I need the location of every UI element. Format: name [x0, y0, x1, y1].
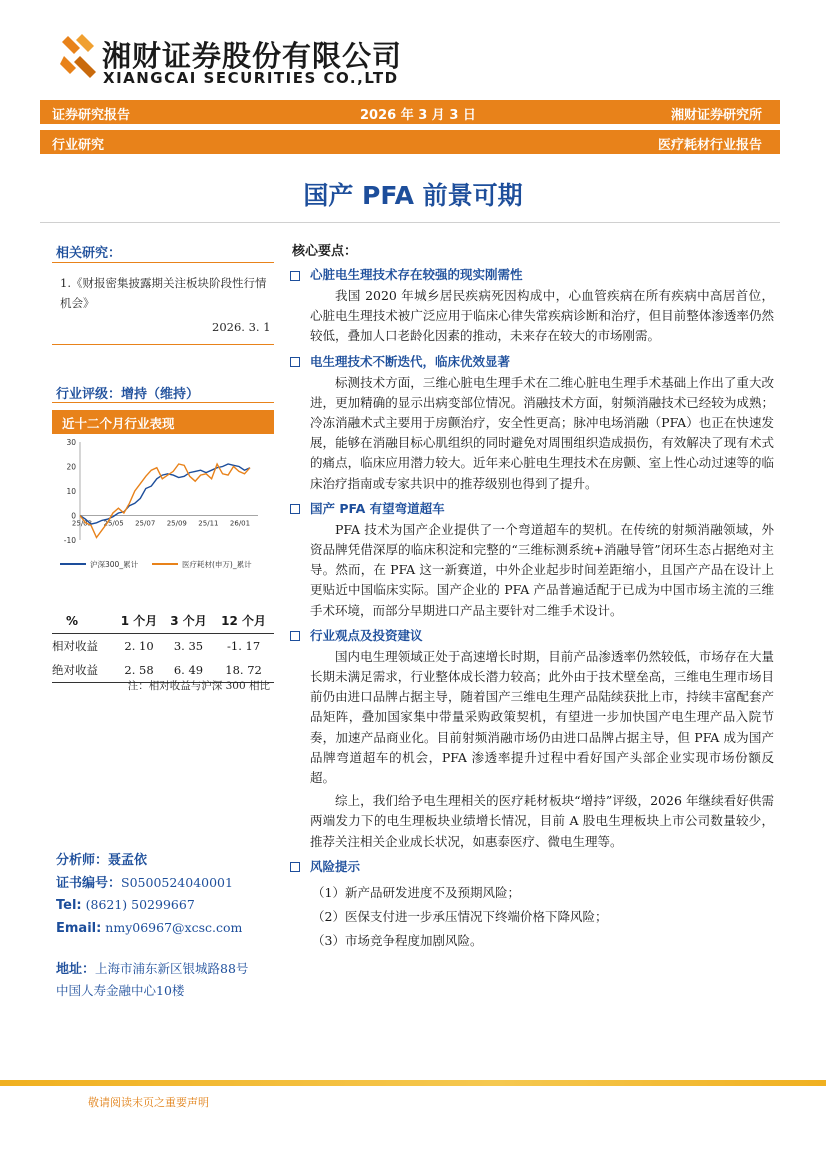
- bullet-square-icon: [290, 271, 300, 281]
- section-heading: 电生理技术不断迭代，临床优效显著: [290, 352, 774, 370]
- report-type: 证券研究报告: [52, 108, 131, 123]
- section-paragraph: 我国 2020 年城乡居民疾病死因构成中，心血管疾病在所有疾病中高居首位，心脏电生理技术被广泛应用于临床心律失常疾病诊断和治疗，但目前整体渗透率仍然较低，叠加人口老龄化因素的推动，未来存在较大的市场刚需。: [310, 288, 774, 344]
- header-bar-bottom: [40, 130, 780, 154]
- address-info: [56, 958, 248, 1001]
- y-tick-label: -10: [63, 536, 76, 545]
- core-points-body: [290, 265, 774, 953]
- performance-chart: [52, 436, 274, 586]
- analyst-info: [56, 849, 242, 939]
- chart-header: [52, 410, 274, 434]
- core-points-title: 核心要点：: [292, 244, 358, 259]
- table-cell: -1. 17: [227, 639, 261, 653]
- rating-divider: [52, 402, 274, 403]
- table-cell: 绝对收益: [52, 663, 98, 677]
- bullet-square-icon: [290, 631, 300, 641]
- section-heading: 国产 PFA 有望弯道超车: [290, 499, 774, 517]
- title-divider: [40, 222, 780, 223]
- y-tick-label: 30: [66, 438, 76, 447]
- y-tick-label: 20: [66, 462, 76, 472]
- table-row: [52, 634, 274, 659]
- institute-name: 湘财证券研究所: [670, 108, 762, 123]
- risk-item: （1）新产品研发进度不及预期风险；: [312, 884, 520, 900]
- table-header-cell: %: [52, 608, 114, 634]
- y-tick-label: 0: [71, 511, 76, 521]
- company-name-cn: 湘财证券股份有限公司: [102, 39, 403, 73]
- related-bottom-divider: [52, 344, 274, 345]
- email-label: Email:: [56, 920, 102, 936]
- email-link[interactable]: nmy06967@xcsc.com: [105, 919, 243, 935]
- related-research-title: 相关研究：: [56, 246, 122, 261]
- table-cell: 6. 49: [173, 663, 204, 677]
- table-cell: 2. 10: [124, 639, 154, 653]
- bullet-square-icon: [290, 862, 300, 872]
- analyst-label: 分析师：: [56, 853, 109, 868]
- table-header-row: [52, 608, 274, 634]
- y-tick-label: 10: [66, 487, 76, 496]
- section-heading: 心脏电生理技术存在较强的现实刚需性: [290, 265, 774, 283]
- x-tick-label: 25/09: [166, 519, 187, 528]
- section-paragraph: 综上，我们给予电生理相关的医疗耗材板块“增持”评级，2026 年继续看好供需两端发力下的电生理板块业绩增长情况，目前 A 股电生理板块上市公司数量较少，推荐关注相关企业成长状况，如惠泰医疗、微电生理等。: [310, 793, 774, 849]
- section-paragraph: 标测技术方面，三维心脏电生理手术在二维心脏电生理手术基础上作出了重大改进，更加精确的显示出病变部位情况。消融技术方面，射频消融技术已经较为成熟；冷冻消融术式主要用于房颤治疗，安全性更高；脉冲电场消融（PFA）也正在快速发展，能够在消融目标心肌组织的同时避免对周围组织造成损伤，有效解决了现有术式的痛点，临床应用潜力较大。近年来心脏电生理技术在房颤、室上性心动过速等的临床治疗指南或专家共识中的推荐级别也得到了提升。: [310, 374, 774, 491]
- table-cell: 相对收益: [52, 639, 98, 653]
- research-type: 行业研究: [52, 138, 105, 153]
- risk-heading: 风险提示: [290, 857, 774, 875]
- table-cell: 3. 35: [173, 639, 204, 653]
- x-tick-label: 26/01: [229, 519, 251, 528]
- x-tick-label: 25/05: [103, 519, 124, 528]
- table-note: 注：相对收益与沪深 300 相比: [127, 680, 270, 692]
- related-research-item: 1.《财报密集披露期关注板块阶段性行情机会》: [60, 276, 267, 310]
- risk-list: [312, 881, 774, 953]
- table-header-cell: 1 个月: [114, 608, 163, 634]
- legend-label-medical: 医疗耗材(申万)_累计: [182, 560, 252, 569]
- risk-item: （3）市场竞争程度加剧风险。: [312, 932, 483, 948]
- header-bar-top: [40, 100, 780, 124]
- company-logo: [60, 34, 100, 84]
- bullet-square-icon: [290, 357, 300, 367]
- address-line-1: 上海市浦东新区银城路88号: [95, 961, 249, 976]
- report-category: 医疗耗材行业报告: [657, 138, 762, 153]
- section-paragraph: PFA 技术为国产企业提供了一个弯道超车的契机。在传统的射频消融领域，外资品牌凭借深厚的临床积淀和完整的“三维标测系统+消融导管”闭环生态占据绝对主导。然而，在 PFA 这一新赛道，中外企业起步时间差距缩小，且国产产品在设计上更贴近中国临床实际。国产企业的 PFA 产品普遍适配于已成为中国市场主流的三维手术环境，而部分早期进口产品主要针对二维手术设计。: [310, 521, 774, 618]
- company-name-en: XIANGCAI SECURITIES CO.,LTD: [103, 69, 399, 87]
- x-tick-label: 25/03: [71, 519, 93, 528]
- industry-rating: 行业评级：增持（维持）: [56, 387, 200, 402]
- footer-disclaimer: 敬请阅读末页之重要声明: [88, 1096, 209, 1109]
- tel-value: (8621) 50299667: [85, 897, 195, 912]
- section-heading: 行业观点及投资建议: [290, 626, 774, 644]
- report-date: 2026 年 3 月 3 日: [360, 108, 476, 123]
- x-tick-label: 25/11: [198, 519, 219, 528]
- chart-header-label: 近十二个月行业表现: [62, 416, 175, 431]
- related-divider: [52, 262, 274, 263]
- footer-divider: [0, 1080, 826, 1086]
- risk-item: （2）医保支付进一步承压情况下终端价格下降风险；: [312, 908, 608, 924]
- bullet-square-icon: [290, 504, 300, 514]
- cert-label: 证书编号：: [56, 875, 122, 891]
- performance-table: [52, 608, 274, 683]
- table-header-cell: 3 个月: [164, 608, 213, 634]
- tel-label: Tel:: [56, 898, 82, 913]
- analyst-name: 聂孟依: [108, 853, 148, 868]
- section-paragraph: 国内电生理领域正处于高速增长时期，目前产品渗透率仍然较低，市场存在大量长期未满足需求，行业整体成长潜力较高；此外由于技术壁垒高，三维电生理市场目前仍由进口品牌占据主导，随着国产三维电生理产品陆续获批上市，持续丰富配套产品矩阵，叠加国家集中带量采购政策契机，有望进一步加快国产电生理产品入院节奏，加速产品商业化。目前射频消融市场仍由进口品牌占据主导，但 PFA 成为国产品牌弯道超车的机会，PFA 渗透率提升过程中看好国产头部企业实现市场份额反超。: [310, 648, 774, 786]
- table-cell: 2. 58: [124, 663, 154, 677]
- table-cell: 18. 72: [225, 663, 262, 677]
- legend-label-hs300: 沪深300_累计: [90, 560, 139, 569]
- x-tick-label: 25/07: [135, 519, 156, 528]
- address-label: 地址：: [56, 962, 96, 977]
- address-line-2: 中国人寿金融中心10楼: [56, 983, 185, 998]
- related-research-date: 2026. 3. 1: [212, 320, 271, 334]
- table-header-cell: 12 个月: [213, 608, 274, 634]
- page-title: 国产 PFA 前景可期: [303, 181, 523, 210]
- cert-value: S0500524040001: [121, 874, 233, 890]
- series-line-hs300: [80, 464, 250, 524]
